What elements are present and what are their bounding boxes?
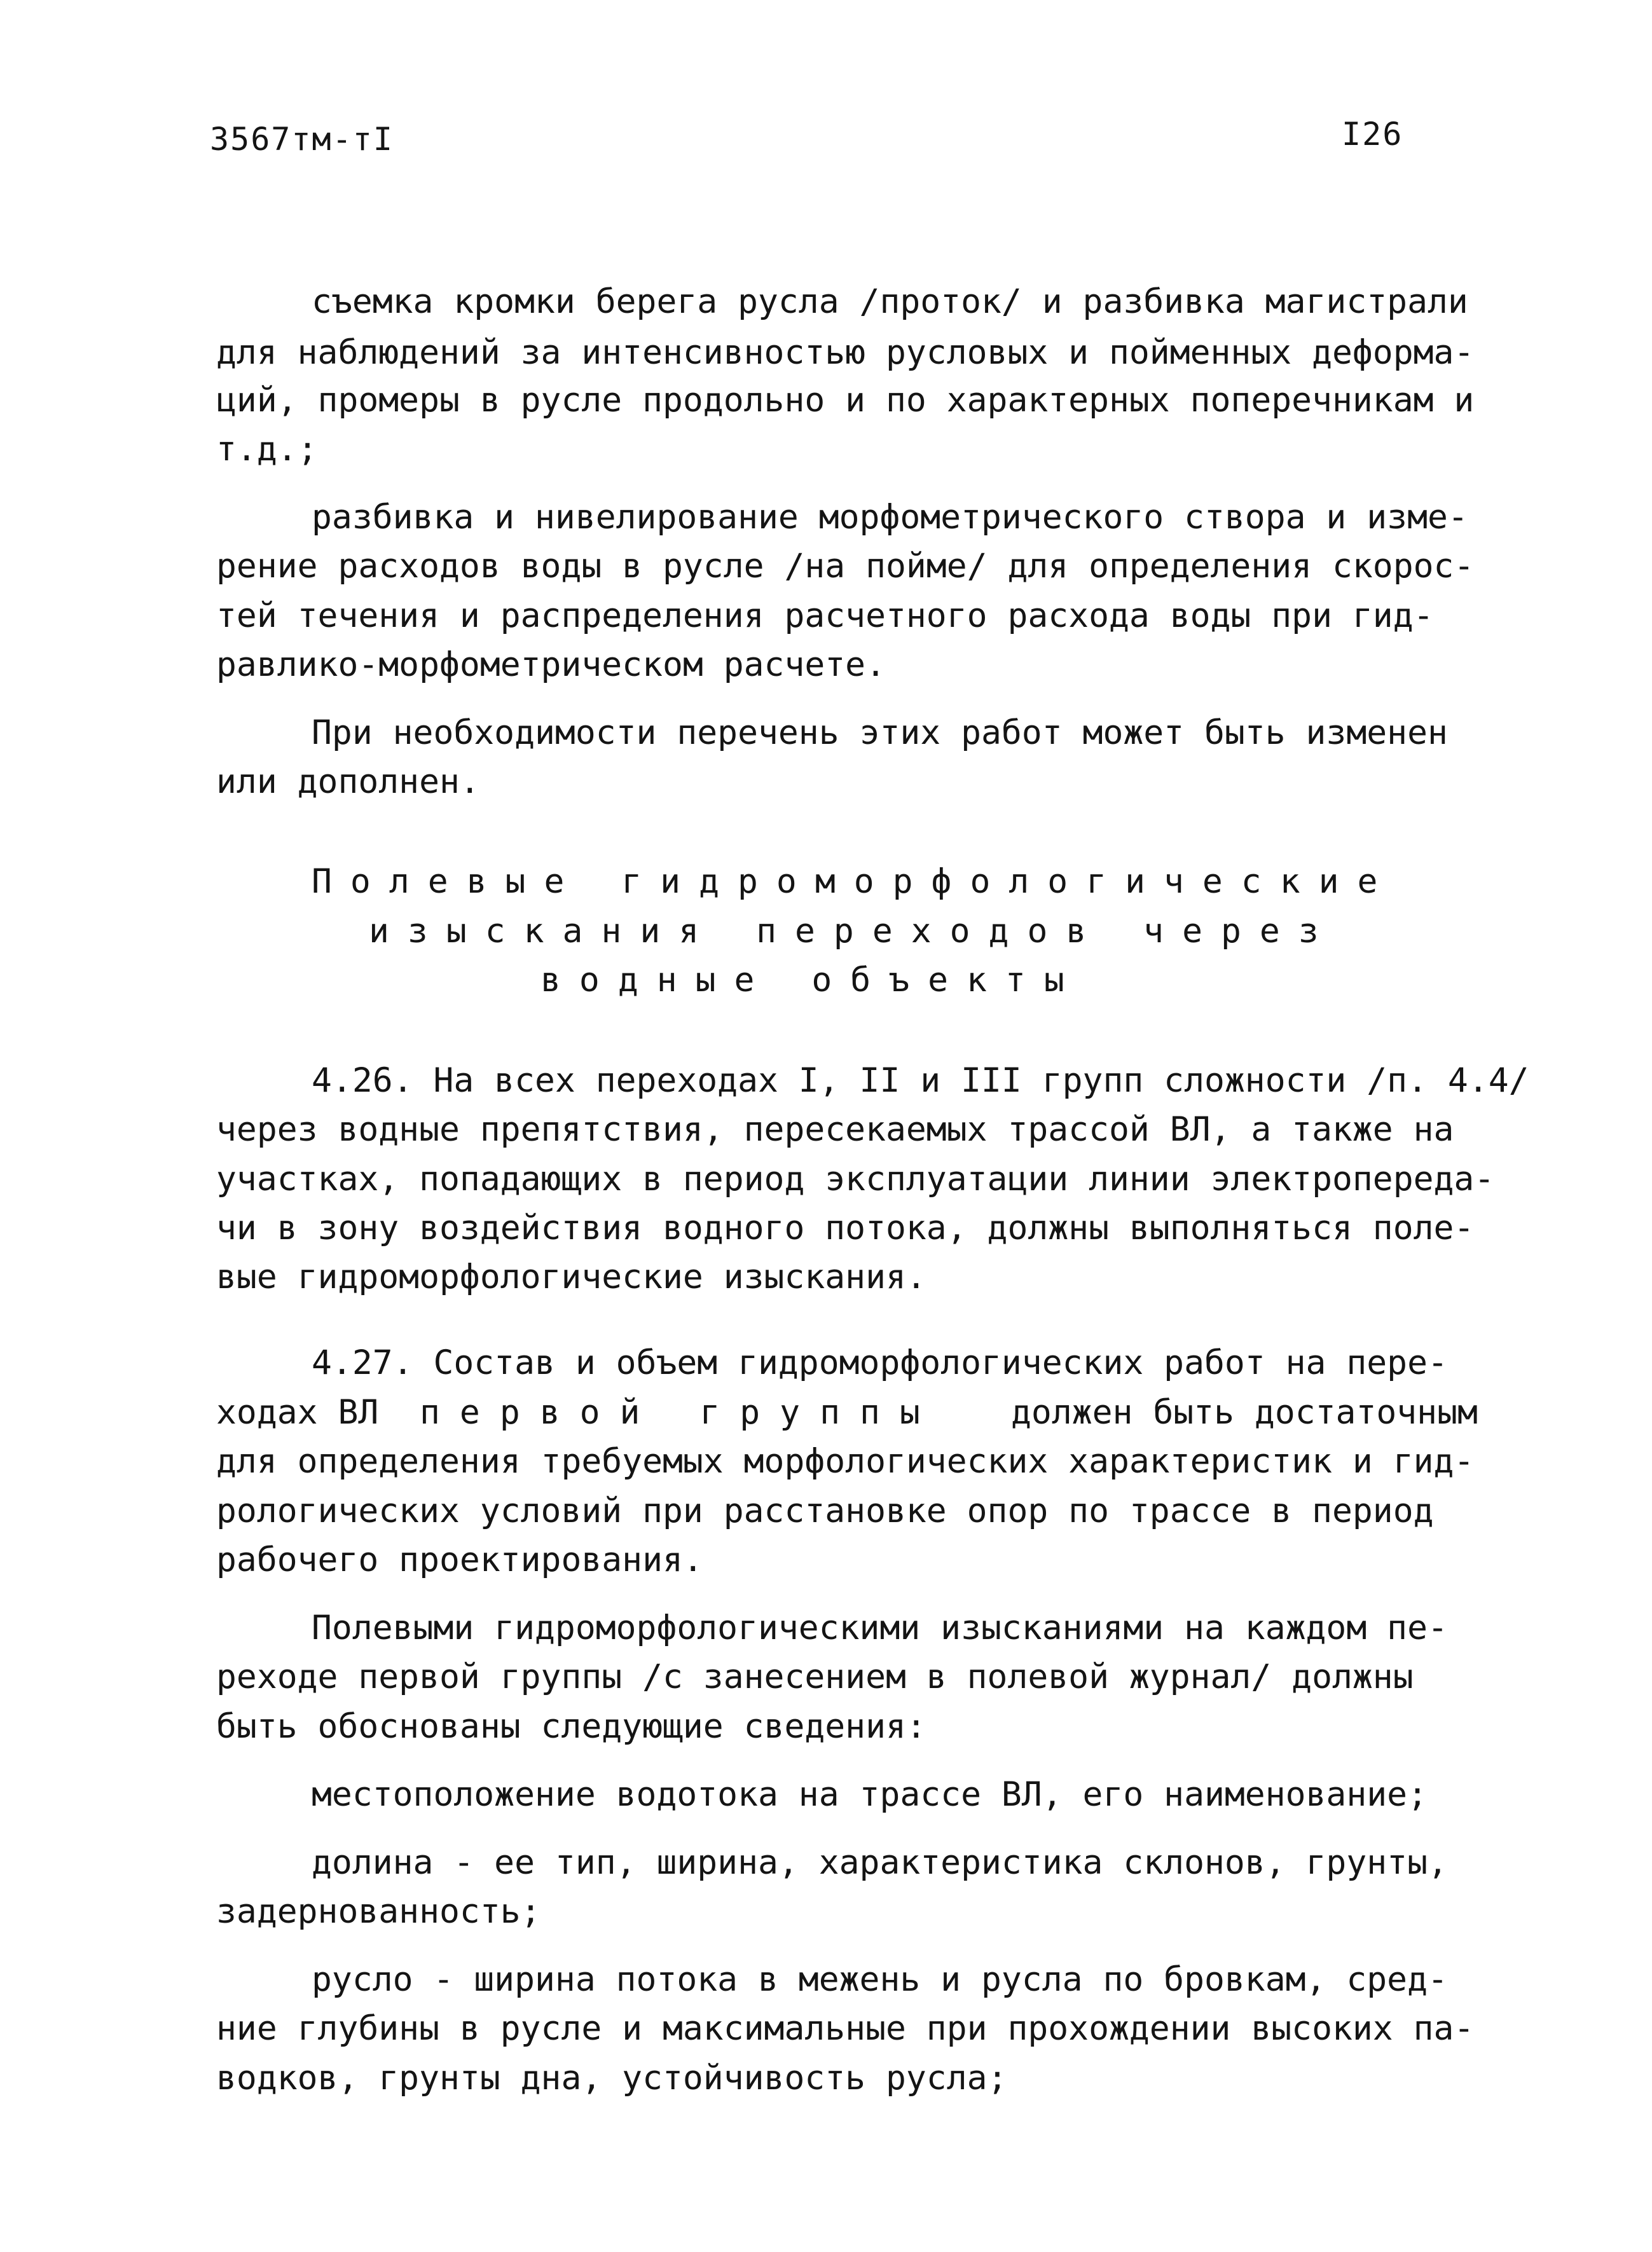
item-valley-line: задернованность; bbox=[216, 1892, 541, 1931]
clause-4-27-line: рабочего проектирования. bbox=[216, 1541, 703, 1579]
page-number: I26 bbox=[1342, 116, 1403, 153]
paragraph-leveling-line: равлико-морфометрическом расчете. bbox=[216, 645, 886, 684]
clause-4-26-line: участках, попадающих в период эксплуатации линии электропереда- bbox=[216, 1160, 1495, 1198]
paragraph-survey-line: ций, промеры в русле продольно и по характерных поперечникам и bbox=[216, 381, 1475, 420]
clause-4-26-line: через водные препятствия, пересекаемых трассой ВЛ, а также на bbox=[216, 1110, 1454, 1149]
clause-4-27-line: рологических условий при расстановке опор по трассе в период bbox=[216, 1492, 1434, 1530]
paragraph-leveling-line: тей течения и распределения расчетного расхода воды при гид- bbox=[216, 596, 1434, 635]
paragraph-leveling-line: рение расходов воды в русле /на пойме/ для определения скорос- bbox=[216, 547, 1475, 586]
item-channel-line: русло - ширина потока в межень и русла по бровкам, сред- bbox=[312, 1960, 1448, 1999]
paragraph-fields-line: реходе первой группы /с занесением в полевой журнал/ должны bbox=[216, 1658, 1414, 1696]
clause-4-26-line: чи в зону воздействия водного потока, должны выполняться поле- bbox=[216, 1209, 1475, 1247]
paragraph-survey-line: т.д.; bbox=[216, 430, 318, 469]
clause-4-27-line: должен быть достаточным bbox=[1011, 1393, 1478, 1432]
paragraph-leveling-line: разбивка и нивелирование морфометрического створа и изме- bbox=[312, 498, 1468, 537]
item-location-line: местоположение водотока на трассе ВЛ, его наименование; bbox=[312, 1775, 1428, 1814]
item-channel-line: водков, грунты дна, устойчивость русла; bbox=[216, 2059, 1008, 2098]
clause-4-27-line: ходах ВЛ bbox=[216, 1393, 379, 1432]
clause-4-26-line: 4.26. На всех переходах I, II и III групп сложности /п. 4.4/ bbox=[312, 1061, 1529, 1100]
paragraph-note-line: При необходимости перечень этих работ может быть изменен bbox=[312, 713, 1448, 752]
document-code: 3567тм-тI bbox=[210, 121, 394, 158]
clause-4-27-emphasis: первой группы bbox=[420, 1393, 940, 1432]
paragraph-survey-line: съемка кромки берега русла /проток/ и разбивка магистрали bbox=[312, 282, 1468, 321]
section-heading-line: изыскания переходов через bbox=[369, 912, 1337, 951]
section-heading-line: Полевые гидроморфологические bbox=[312, 862, 1396, 901]
item-valley-line: долина - ее тип, ширина, характеристика склонов, грунты, bbox=[312, 1843, 1448, 1882]
paragraph-fields-line: быть обоснованы следующие сведения: bbox=[216, 1707, 926, 1746]
paragraph-fields-line: Полевыми гидроморфологическими изысканиями на каждом пе- bbox=[312, 1609, 1448, 1647]
paragraph-note-line: или дополнен. bbox=[216, 762, 480, 801]
section-heading-line: водные объекты bbox=[540, 961, 1083, 999]
clause-4-27-line: для определения требуемых морфологических характеристик и гид- bbox=[216, 1442, 1475, 1481]
clause-4-27-line: 4.27. Состав и объем гидроморфологических работ на пере- bbox=[312, 1343, 1448, 1382]
clause-4-26-line: вые гидроморфологические изыскания. bbox=[216, 1258, 926, 1296]
item-channel-line: ние глубины в русле и максимальные при прохождении высоких па- bbox=[216, 2009, 1475, 2048]
paragraph-survey-line: для наблюдений за интенсивностью русловых и пойменных деформа- bbox=[216, 333, 1475, 372]
